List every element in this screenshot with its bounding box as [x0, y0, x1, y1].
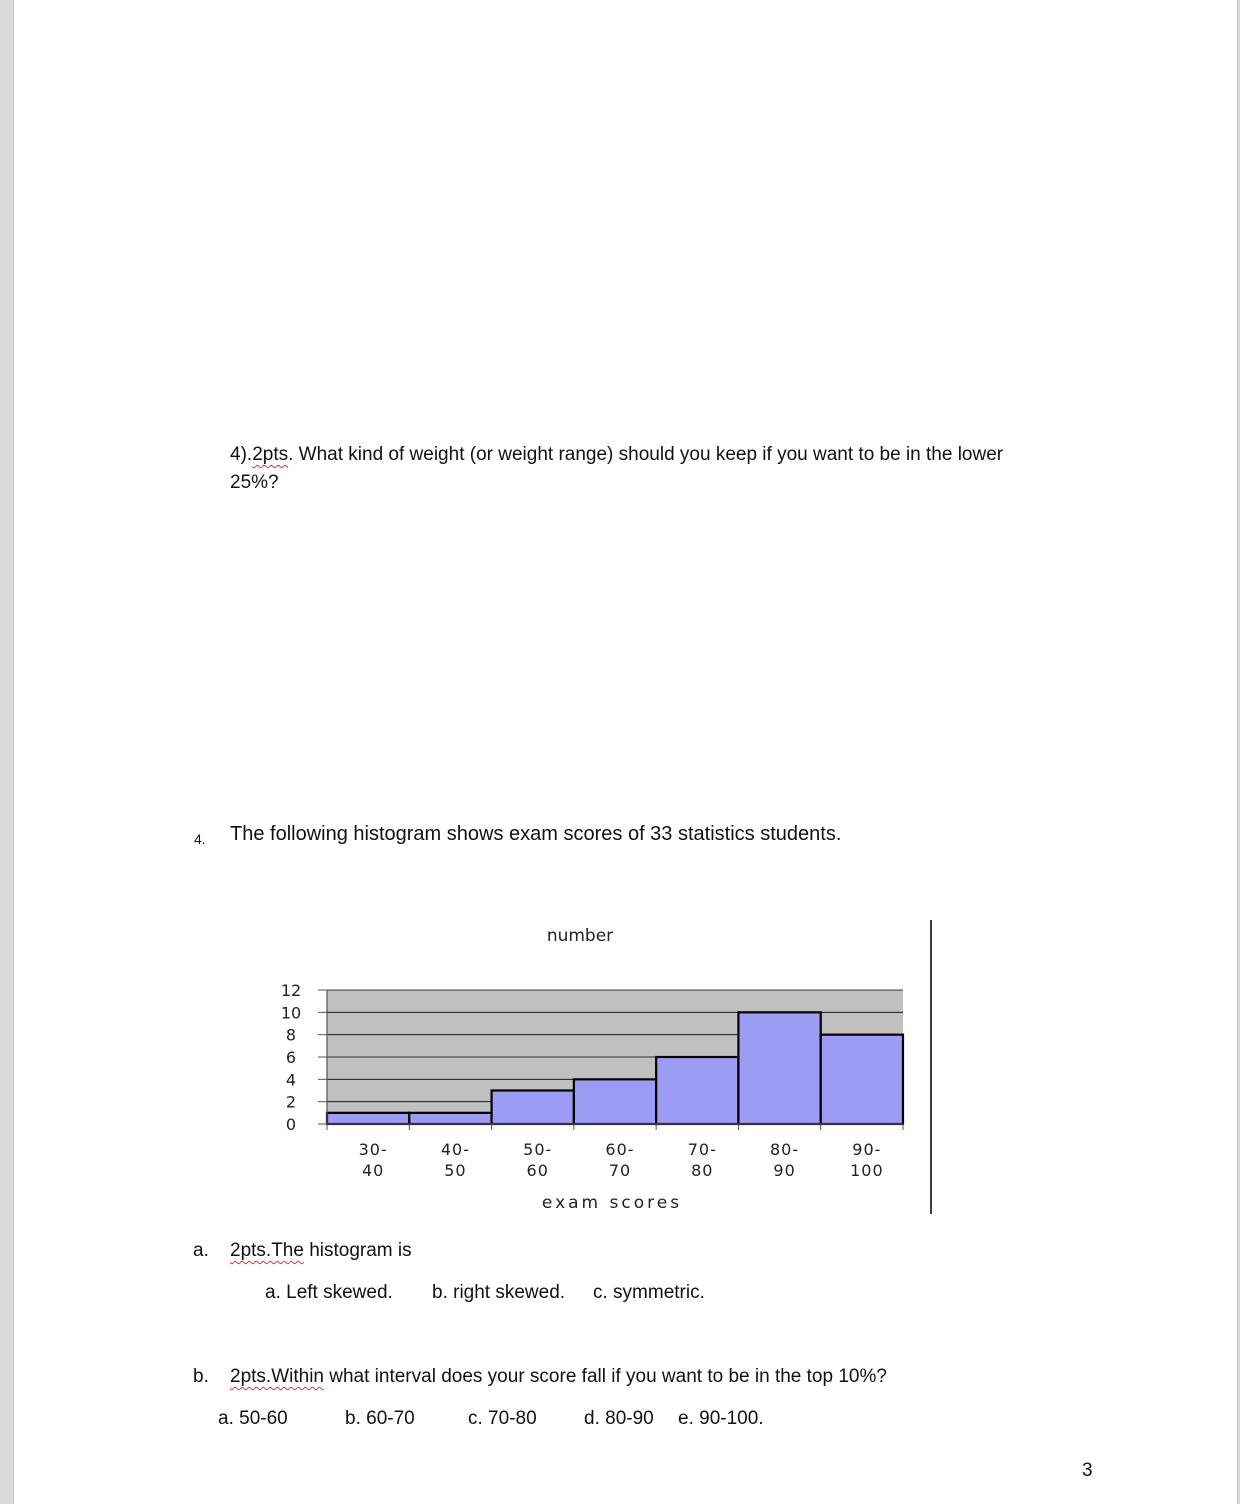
x-tick-label: 60-: [605, 1140, 635, 1159]
part-b-text: what interval does your score fall if you want to be in the top 10%?: [323, 1366, 887, 1387]
histogram-bar: [656, 1057, 738, 1124]
y-tick-label: 2: [285, 1092, 297, 1112]
y-ticks: [281, 981, 327, 1134]
histogram-bar: [821, 1035, 903, 1124]
x-tick-label: 50-: [523, 1140, 553, 1159]
histogram-bar: [492, 1091, 574, 1125]
histogram-bar: [409, 1113, 491, 1124]
y-tick-label: 12: [280, 981, 302, 1000]
question-4-sub-points: 2pts: [252, 444, 289, 465]
part-b-points: 2pts.Within: [230, 1366, 324, 1387]
x-tick-label: 70-: [687, 1140, 717, 1159]
question-4-sub-text: . What kind of weight (or weight range) should you keep if you want to be in the lower: [288, 444, 1004, 465]
y-tick-label: 4: [285, 1070, 297, 1090]
histogram-bar: [327, 1113, 409, 1124]
y-tick-label: 8: [285, 1025, 297, 1045]
x-tick-label: 40-: [440, 1140, 470, 1159]
x-tick-label: 70: [608, 1161, 632, 1180]
part-a-option-a: a. Left skewed.: [265, 1282, 393, 1303]
chart-title: number: [546, 926, 614, 946]
x-ticks: [327, 1124, 903, 1180]
question-4-sub-line2: 25%?: [230, 472, 279, 493]
part-b-option-b: b. 60-70: [345, 1408, 415, 1429]
question-4-sub-label: 4).: [230, 444, 253, 465]
question-4-number: 4.: [194, 831, 206, 847]
x-tick-label: 30-: [358, 1140, 388, 1159]
part-b-option-e: e. 90-100.: [678, 1408, 764, 1429]
x-tick-label: 50: [444, 1161, 467, 1180]
part-a-text: histogram is: [303, 1240, 412, 1261]
x-tick-label: 100: [850, 1161, 884, 1180]
x-tick-label: 80: [691, 1161, 714, 1180]
part-b-option-a: a. 50-60: [218, 1408, 288, 1429]
x-tick-label: 40: [361, 1161, 385, 1180]
y-tick-label: 6: [285, 1048, 297, 1067]
part-b-option-c: c. 70-80: [468, 1408, 537, 1429]
x-tick-label: 60: [526, 1161, 549, 1180]
x-tick-label: 90: [773, 1161, 796, 1180]
part-a-option-c: c. symmetric.: [593, 1282, 705, 1303]
question-4-text: The following histogram shows exam scores of 33 statistics students.: [230, 823, 842, 845]
part-a-points: 2pts.The: [230, 1240, 304, 1261]
part-b-label: b.: [193, 1366, 209, 1387]
part-b-option-d: d. 80-90: [584, 1408, 654, 1429]
page-number: 3: [1082, 1460, 1093, 1481]
x-tick-label: 90-: [852, 1140, 882, 1159]
part-a-question: [230, 1239, 412, 1263]
part-a-option-b: b. right skewed.: [432, 1282, 566, 1303]
x-axis-label: exam scores: [541, 1193, 683, 1213]
part-a-label: a.: [193, 1240, 209, 1261]
x-tick-label: 80-: [770, 1140, 800, 1159]
y-tick-label: 0: [285, 1115, 297, 1134]
y-tick-label: 10: [280, 1003, 302, 1023]
histogram-bar: [574, 1079, 656, 1124]
part-b-question: [230, 1365, 887, 1389]
histogram-bar: [738, 1012, 820, 1124]
